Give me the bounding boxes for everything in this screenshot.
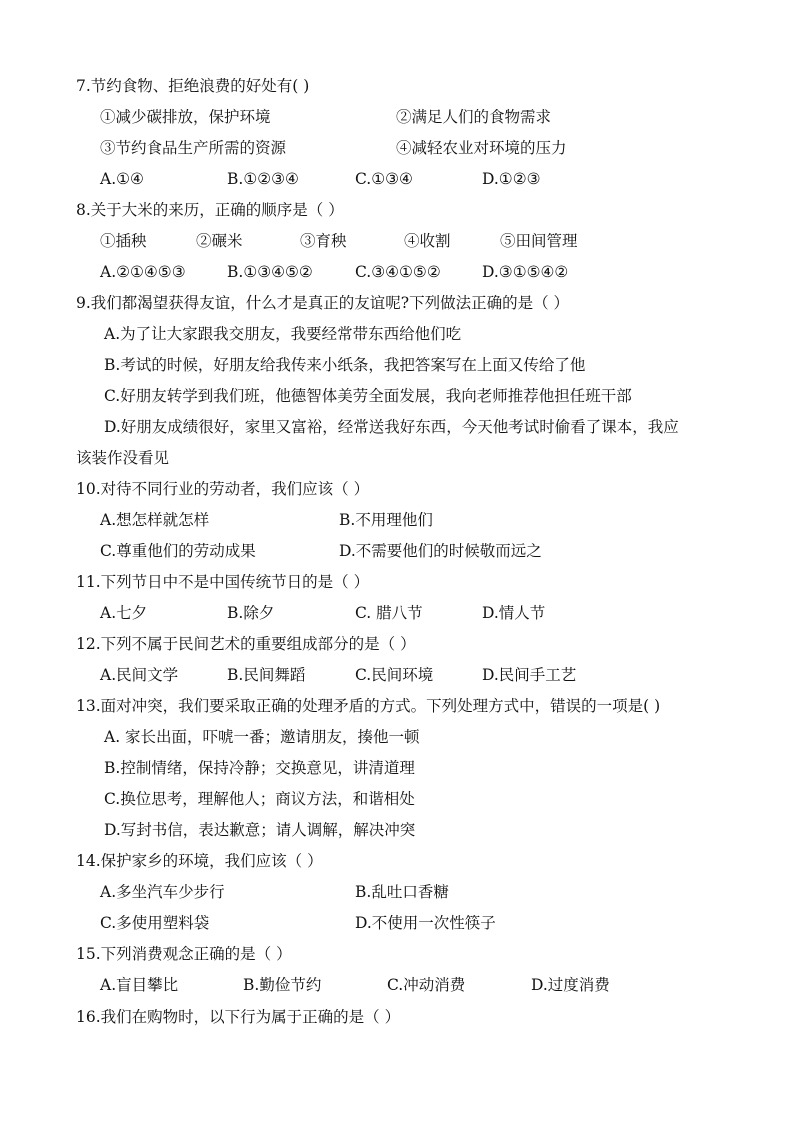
question-12-option-d: D.民间手工艺 xyxy=(482,666,577,684)
question-12-stem: 12.下列不属于民间艺术的重要组成部分的是（ ） xyxy=(76,635,416,653)
question-11-option-b: B.除夕 xyxy=(227,604,275,622)
question-8-statement-4: ④收割 xyxy=(404,232,451,250)
question-13-option-d: D.写封书信，表达歉意；请人调解，解决冲突 xyxy=(104,821,416,839)
question-9-option-a: A.为了让大家跟我交朋友，我要经常带东西给他们吃 xyxy=(104,325,462,343)
question-14-option-c: C.多使用塑料袋 xyxy=(100,914,210,932)
question-7-statement-3: ③节约食品生产所需的资源 xyxy=(100,139,287,157)
question-9-option-d-continuation: 该装作没看见 xyxy=(76,449,170,467)
question-15-option-b: B.勤俭节约 xyxy=(243,976,322,994)
question-11-option-a: A.七夕 xyxy=(100,604,148,622)
question-9-stem: 9.我们都渴望获得友谊，什么才是真正的友谊呢?下列做法正确的是（ ） xyxy=(76,294,570,312)
question-11-option-d: D.情人节 xyxy=(482,604,546,622)
question-12-option-a: A.民间文学 xyxy=(100,666,179,684)
question-15-option-a: A.盲目攀比 xyxy=(100,976,179,994)
question-16-stem: 16.我们在购物时，以下行为属于正确的是（ ） xyxy=(76,1008,401,1026)
question-8-statement-5: ⑤田间管理 xyxy=(500,232,578,250)
question-11-stem: 11.下列节日中不是中国传统节日的是（ ） xyxy=(76,573,370,591)
question-15-option-c: C.冲动消费 xyxy=(387,976,466,994)
question-8-option-b: B.①③④⑤② xyxy=(227,263,313,281)
question-7-statement-1: ①减少碳排放，保护环境 xyxy=(100,108,271,126)
question-7-statement-2: ②满足人们的食物需求 xyxy=(396,108,552,126)
question-7-option-c: C.①③④ xyxy=(355,170,413,188)
question-13-option-a: A. 家长出面，吓唬一番；邀请朋友，揍他一顿 xyxy=(104,728,420,746)
question-14-option-a: A.多坐汽车少步行 xyxy=(100,883,225,901)
question-9-option-b: B.考试的时候，好朋友给我传来小纸条，我把答案写在上面又传给了他 xyxy=(104,356,586,374)
question-13-option-c: C.换位思考，理解他人；商议方法，和谐相处 xyxy=(104,790,415,808)
question-14-stem: 14.保护家乡的环境，我们应该（ ） xyxy=(76,852,323,870)
question-14-option-d: D.不使用一次性筷子 xyxy=(355,914,496,932)
question-8-option-c: C.③④①⑤② xyxy=(355,263,441,281)
question-13-stem: 13.面对冲突，我们要采取正确的处理矛盾的方式。下列处理方式中，错误的一项是( ) xyxy=(76,697,661,715)
question-7-option-b: B.①②③④ xyxy=(227,170,299,188)
question-8-statement-2: ②碾米 xyxy=(196,232,243,250)
question-8-statement-1: ①插秧 xyxy=(100,232,147,250)
question-14-option-b: B.乱吐口香糖 xyxy=(355,883,449,901)
question-8-option-a: A.②①④⑤③ xyxy=(100,263,186,281)
question-15-option-d: D.过度消费 xyxy=(531,976,610,994)
question-10-option-c: C.尊重他们的劳动成果 xyxy=(100,542,256,560)
question-10-option-b: B.不用理他们 xyxy=(339,511,433,529)
question-9-option-c: C.好朋友转学到我们班，他德智体美劳全面发展，我向老师推荐他担任班干部 xyxy=(104,387,632,405)
question-8-option-d: D.③①⑤④② xyxy=(482,263,569,281)
question-7-option-a: A.①④ xyxy=(100,170,144,188)
question-7-option-d: D.①②③ xyxy=(482,170,541,188)
question-13-option-b: B.控制情绪，保持冷静；交换意见，讲清道理 xyxy=(104,759,415,777)
question-9-option-d: D.好朋友成绩很好，家里又富裕，经常送我好东西，今天他考试时偷看了课本，我应 xyxy=(104,418,679,436)
question-10-option-a: A.想怎样就怎样 xyxy=(100,511,210,529)
question-7-stem: 7.节约食物、拒绝浪费的好处有( ) xyxy=(76,77,310,95)
question-8-statement-3: ③育秧 xyxy=(300,232,347,250)
question-12-option-c: C.民间环境 xyxy=(355,666,434,684)
question-15-stem: 15.下列消费观念正确的是（ ） xyxy=(76,945,292,963)
question-8-stem: 8.关于大米的来历，正确的顺序是（ ） xyxy=(76,201,344,219)
question-10-option-d: D.不需要他们的时候敬而远之 xyxy=(339,542,542,560)
question-10-stem: 10.对待不同行业的劳动者，我们应该（ ） xyxy=(76,480,370,498)
question-7-statement-4: ④减轻农业对环境的压力 xyxy=(396,139,567,157)
question-11-option-c: C. 腊八节 xyxy=(355,604,423,622)
question-12-option-b: B.民间舞蹈 xyxy=(227,666,306,684)
